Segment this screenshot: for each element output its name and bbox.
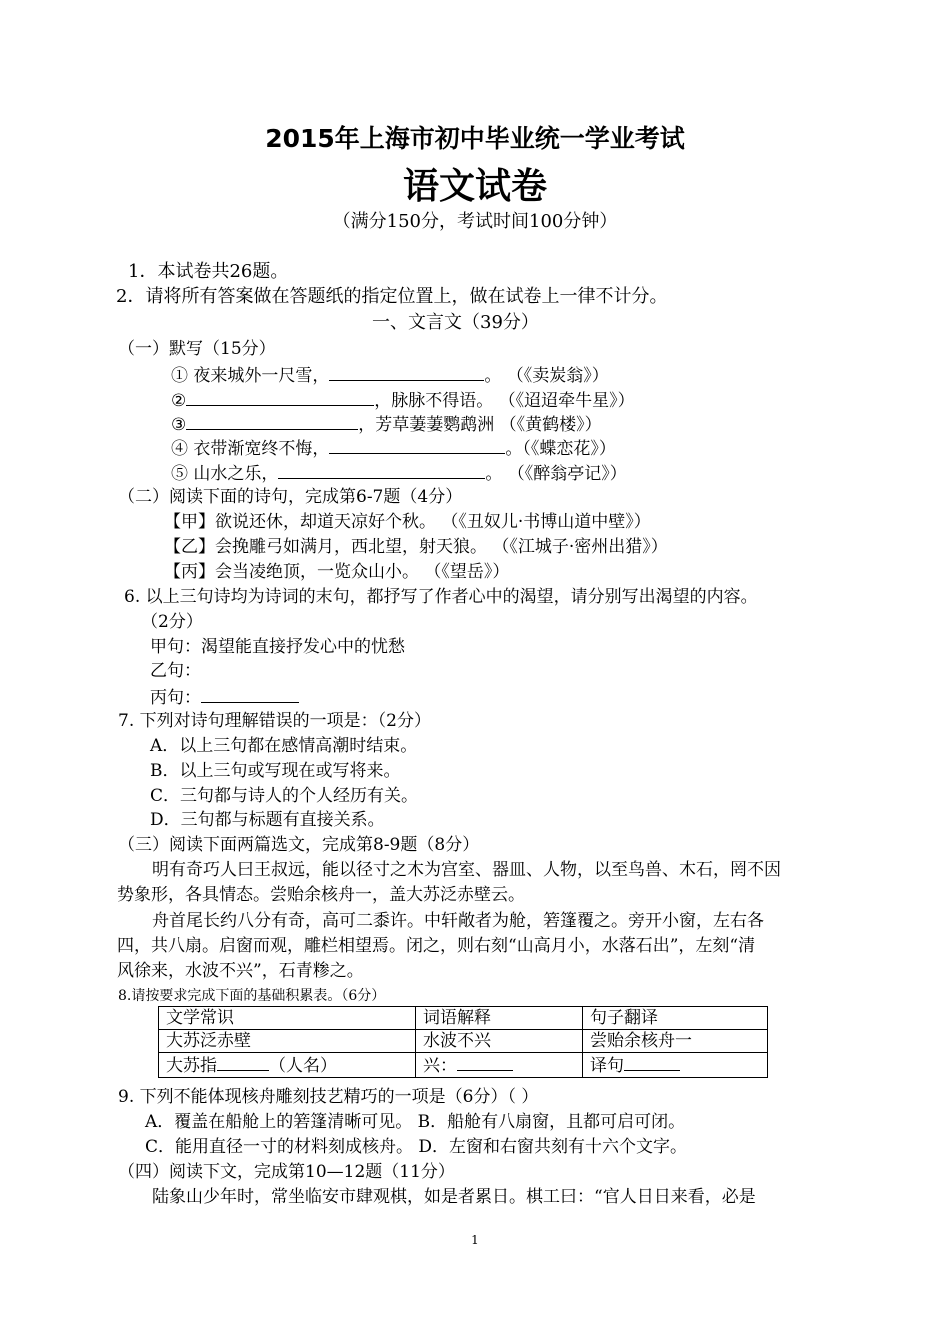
answer-blank[interactable] xyxy=(201,685,299,703)
answer-blank[interactable] xyxy=(457,1053,513,1071)
instruction-1: 1．本试卷共26题。 xyxy=(128,261,289,282)
cell-prefix: 译句 xyxy=(590,1056,624,1076)
dictation-prompt: ③ xyxy=(171,415,187,435)
section-title: 一、文言文（39分） xyxy=(372,312,539,333)
table-cell[interactable] xyxy=(416,1053,583,1078)
table-header: 文学常识 xyxy=(159,1007,416,1030)
q8-table xyxy=(158,1006,768,1078)
subject-title: 语文试卷 xyxy=(402,166,547,207)
instruction-2: 2．请将所有答案做在答题纸的指定位置上，做在试卷上一律不计分。 xyxy=(116,286,668,307)
answer-blank[interactable] xyxy=(186,412,358,430)
part1-title: （一）默写（15分） xyxy=(118,339,276,359)
answer-blank[interactable] xyxy=(624,1053,680,1071)
part4-title: （四）阅读下文，完成第10—12题（11分） xyxy=(118,1162,455,1182)
answer-blank[interactable] xyxy=(329,436,505,454)
passage-line: 舟首尾长约八分有奇，高可二黍许。中轩敞者为舱，箬篷覆之。旁开小窗，左右各 xyxy=(152,911,764,931)
answer-blank[interactable] xyxy=(278,461,485,479)
table-cell: 大苏泛赤壁 xyxy=(159,1030,416,1053)
dictation-item-4 xyxy=(171,436,616,460)
question-8-stem: 8.请按要求完成下面的基础积累表。（6分） xyxy=(118,988,386,1004)
question-6-stem: 6. 以上三句诗均为诗词的末句，都抒写了作者心中的渴望，请分别写出渴望的内容。 xyxy=(124,587,758,607)
dictation-source: 。 （《醉翁亭记》） xyxy=(485,464,627,484)
cell-suffix: （人名） xyxy=(269,1056,337,1076)
exam-note: （满分150分，考试时间100分钟） xyxy=(332,211,618,232)
answer-bing-label: 丙句： xyxy=(150,688,201,708)
cell-prefix: 兴： xyxy=(423,1056,457,1076)
poem-yi: 【乙】会挽雕弓如满月，西北望，射天狼。 （《江城子·密州出猎》） xyxy=(164,537,668,557)
table-row xyxy=(159,1053,768,1078)
dictation-item-5 xyxy=(171,461,627,485)
table-cell: 尝贻余核舟一 xyxy=(583,1030,768,1053)
dictation-item-3 xyxy=(171,412,602,436)
poem-jia: 【甲】欲说还休，却道天凉好个秋。 （《丑奴儿·书博山道中壁》） xyxy=(164,512,651,532)
dictation-prompt: ① 夜来城外一尺雪， xyxy=(171,366,330,386)
table-cell[interactable] xyxy=(159,1053,416,1078)
passage-line: 势象形，各具情态。尝贻余核舟一，盖大苏泛赤壁云。 xyxy=(117,885,525,905)
answer-blank[interactable] xyxy=(329,363,484,381)
question-7-stem: 7. 下列对诗句理解错误的一项是：（2分） xyxy=(118,711,431,731)
part3-title: （三）阅读下面两篇选文，完成第8-9题（8分） xyxy=(118,835,480,855)
dictation-prompt: ④ 衣带渐宽终不悔， xyxy=(171,439,330,459)
passage-line: 四，共八扇。启窗而观，雕栏相望焉。闭之，则右刻“山高月小，水落石出”，左刻“清 xyxy=(117,936,756,956)
q7-option-c: C．三句都与诗人的个人经历有关。 xyxy=(150,786,419,806)
answer-bing xyxy=(150,685,299,709)
q9-options-line-2: C．能用直径一寸的材料刻成核舟。 D．左窗和右窗共刻有十六个文字。 xyxy=(145,1137,688,1157)
q7-option-d: D．三句都与标题有直接关系。 xyxy=(150,810,385,830)
cell-prefix: 大苏指 xyxy=(166,1056,217,1076)
page-number: 1 xyxy=(471,1233,479,1247)
dictation-source: ，脉脉不得语。 （《迢迢牵牛星》） xyxy=(374,391,635,411)
table-header-row xyxy=(159,1007,768,1030)
poem-bing: 【丙】会当凌绝顶，一览众山小。 （《望岳》） xyxy=(164,562,510,582)
dictation-prompt: ② xyxy=(171,391,187,411)
answer-blank[interactable] xyxy=(217,1053,269,1071)
table-row xyxy=(159,1030,768,1053)
dictation-source: 。 （《卖炭翁》） xyxy=(484,366,609,386)
exam-title: 2015年上海市初中毕业统一学业考试 xyxy=(265,124,685,153)
table-header: 词语解释 xyxy=(416,1007,583,1030)
question-6-score: （2分） xyxy=(141,612,203,632)
passage-line: 陆象山少年时，常坐临安市肆观棋，如是者累日。棋工曰：“官人日日来看，必是 xyxy=(152,1187,756,1207)
table-cell: 水波不兴 xyxy=(416,1030,583,1053)
dictation-source: ，芳草萋萋鹦鹉洲 （《黄鹤楼》） xyxy=(358,415,602,435)
dictation-item-1 xyxy=(171,363,609,387)
answer-blank[interactable] xyxy=(186,388,374,406)
q7-option-b: B．以上三句或写现在或写将来。 xyxy=(150,761,401,781)
passage-line: 明有奇巧人曰王叔远，能以径寸之木为宫室、器皿、人物，以至鸟兽、木石，罔不因 xyxy=(152,860,781,880)
passage-line: 风徐来，水波不兴”，石青糁之。 xyxy=(117,961,364,981)
q7-option-a: A．以上三句都在感情高潮时结束。 xyxy=(150,736,418,756)
dictation-prompt: ⑤ 山水之乐， xyxy=(171,464,279,484)
part2-title: （二）阅读下面的诗句，完成第6-7题（4分） xyxy=(118,487,463,507)
dictation-item-2 xyxy=(171,388,635,412)
answer-yi: 乙句： xyxy=(150,661,201,681)
answer-jia: 甲句：渴望能直接抒发心中的忧愁 xyxy=(150,637,405,657)
dictation-source: 。（《蝶恋花》） xyxy=(505,439,616,459)
q9-options-line-1: A．覆盖在船舱上的箬篷清晰可见。 B．船舱有八扇窗，且都可启可闭。 xyxy=(145,1112,686,1132)
table-cell[interactable] xyxy=(583,1053,768,1078)
question-9-stem: 9. 下列不能体现核舟雕刻技艺精巧的一项是（6分）（ ） xyxy=(118,1087,539,1107)
table-header: 句子翻译 xyxy=(583,1007,768,1030)
